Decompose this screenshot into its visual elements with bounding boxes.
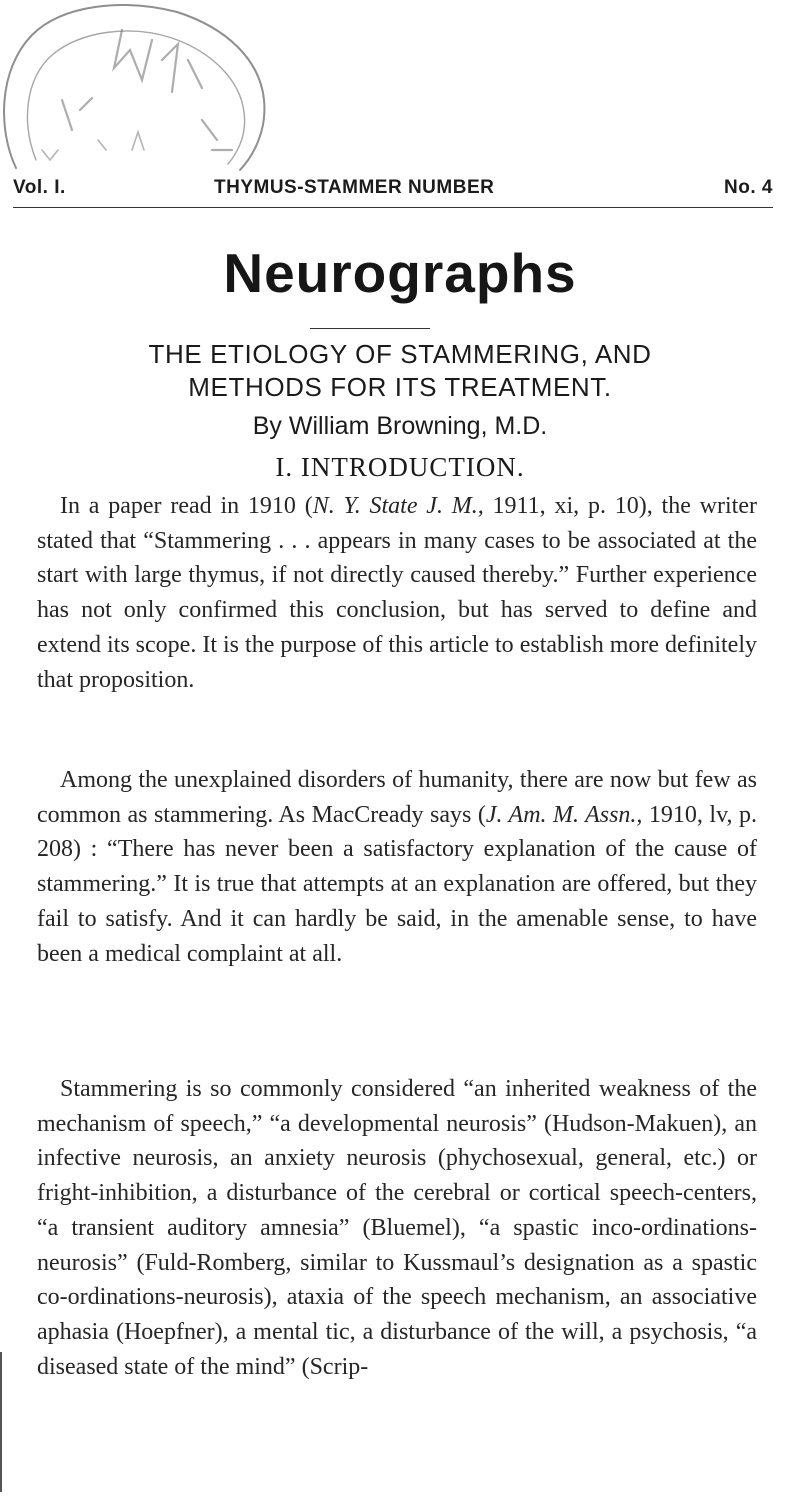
stamp-inner-ring [28, 31, 245, 164]
paragraph-1 [37, 489, 757, 697]
page-edge-mark [0, 1352, 2, 1492]
citation-jama: J. Am. M. Assn., [485, 801, 643, 828]
article-title-line-1: THE ETIOLOGY OF STAMMERING, AND [148, 339, 652, 369]
volume-label: Vol. I. [13, 177, 66, 198]
author-byline: By William Browning, M.D. [252, 412, 548, 440]
paragraph-3: Stammering is so commonly considered “an inherited weakness of the mechanism of speech,” “a developmental neurosis” (Hudson-Makuen), an infective neurosis, an anxiety neurosis (phychosexual, general, etc.) or fright-inhibition, a disturbance of the cerebral or cortical speech-centers, “a transient auditory amnesia” (Bluemel), “a spastic inco-ordinations-neurosis” (Fuld-Romberg, similar to Kussmaul’s designation as a spastic co-ordinations-neurosis), ataxia of the speech mechanism, an associative aphasia (Hoepfner), a mental tic, a disturbance of the will, a psychosis, “a diseased state of the mind” (Scrip- [37, 1076, 757, 1380]
paragraph-2-text-b: 1910, lv, p. 208) : “There has never been a satisfactory explanation of the cause of stammering.” It is true that attempts at an explanation are offered, but they fail to satisfy. And it can hardly be said, in the amenable sense, to have been a medical complaint at all. [37, 801, 757, 967]
article-title [30, 338, 770, 404]
masthead [13, 177, 773, 203]
citation-ny-state-journal: N. Y. State J. M., [312, 493, 484, 519]
paragraph-2 [37, 763, 757, 971]
paragraph-1-text-b: 1911, xi, p. 10), the writer stated that “Stammering . . . appears in many cases to be associated at the start with large thymus, if not directly caused thereby.” Further experience has not only confirmed this conclusion, but has served to define and extend its scope. It is the purpose of this article to establish more definitely that proposition. [37, 493, 757, 693]
library-stamp [2, 0, 267, 178]
article-title-line-2: METHODS FOR ITS TREATMENT. [188, 372, 612, 402]
paragraph-1-text-a: In a paper read in 1910 ( [60, 493, 313, 519]
title-divider [310, 328, 430, 329]
masthead-divider [13, 207, 773, 208]
paragraph-2-text-a: Among the unexplained disorders of humanity, there are now but few as common as stammering. As MacCready says ( [37, 767, 757, 828]
journal-title: Neurographs [223, 242, 577, 304]
section-heading: I. INTRODUCTION. [275, 452, 525, 482]
issue-title: THYMUS-STAMMER NUMBER [214, 177, 495, 198]
issue-number: No. 4 [724, 177, 773, 198]
stamp-smudge [62, 30, 232, 150]
